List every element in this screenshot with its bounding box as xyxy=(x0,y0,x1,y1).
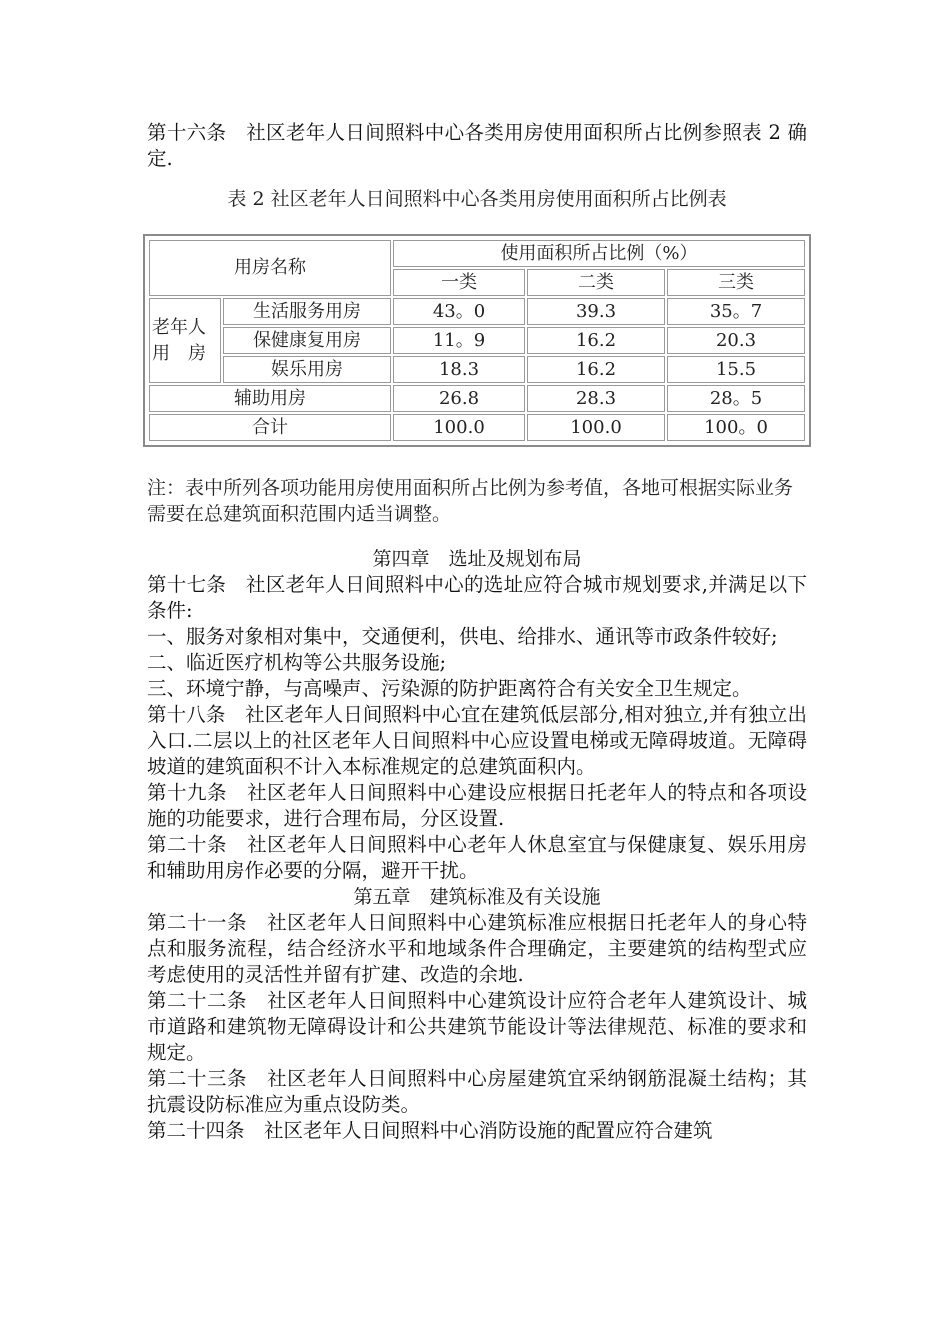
chapter-5-heading: 第五章 建筑标准及有关设施 xyxy=(353,886,601,908)
class-header: 二类 xyxy=(527,269,665,296)
article-19: 第十九条 社区老年人日间照料中心建设应根据日托老年人的特点和各项设施的功能要求，进行合理布局，分区设置. xyxy=(147,781,807,830)
chapter-4-heading: 第四章 选址及规划布局 xyxy=(372,548,582,570)
document-page xyxy=(147,120,807,1144)
ratio-table xyxy=(147,238,807,443)
cell-value: 11。9 xyxy=(393,327,525,354)
row-name: 合计 xyxy=(149,414,391,441)
class-header: 三类 xyxy=(667,269,805,296)
table-caption: 表 2 社区老年人日间照料中心各类用房使用面积所占比例表 xyxy=(227,188,727,210)
condition-item-1: 一、服务对象相对集中，交通便利，供电、给排水、通讯等市政条件较好; xyxy=(147,625,778,648)
cell-value: 28.3 xyxy=(527,385,665,412)
article-20: 第二十条 社区老年人日间照料中心老年人休息室宜与保健康复、娱乐用房和辅助用房作必要的分隔，避开干扰。 xyxy=(147,833,807,882)
condition-item-2: 二、临近医疗机构等公共服务设施; xyxy=(147,651,447,674)
cell-value: 20.3 xyxy=(667,327,805,354)
row-name: 娱乐用房 xyxy=(223,356,391,383)
article-16: 第十六条 社区老年人日间照料中心各类用房使用面积所占比例参照表 2 确定. xyxy=(147,121,807,170)
row-name: 生活服务用房 xyxy=(223,298,391,325)
article-24: 第二十四条 社区老年人日间照料中心消防设施的配置应符合建筑 xyxy=(147,1119,713,1142)
table-header-row xyxy=(149,240,805,267)
cell-value: 100。0 xyxy=(667,414,805,441)
cell-value: 35。7 xyxy=(667,298,805,325)
article-23: 第二十三条 社区老年人日间照料中心房屋建筑宜采纳钢筋混凝土结构；其抗震设防标准应为重点设防类。 xyxy=(147,1067,807,1116)
row-name: 保健康复用房 xyxy=(223,327,391,354)
group-label-elderly-rooms: 老年人用 房 xyxy=(149,298,221,383)
table-note: 注：表中所列各项功能用房使用面积所占比例为参考值，各地可根据实际业务需要在总建筑面积范围内适当调整。 xyxy=(147,477,794,525)
cell-value: 26.8 xyxy=(393,385,525,412)
cell-value: 100.0 xyxy=(527,414,665,441)
ratio-table-frame xyxy=(143,234,811,447)
cell-value: 15.5 xyxy=(667,356,805,383)
cell-value: 16.2 xyxy=(527,356,665,383)
cell-value: 28。5 xyxy=(667,385,805,412)
table-row-total xyxy=(149,414,805,441)
cell-value: 39.3 xyxy=(527,298,665,325)
table-row xyxy=(149,327,805,354)
article-21: 第二十一条 社区老年人日间照料中心建筑标准应根据日托老年人的身心特点和服务流程，结合经济水平和地域条件合理确定，主要建筑的结构型式应考虑使用的灵活性并留有扩建、改造的余地. xyxy=(147,911,807,986)
row-name: 辅助用房 xyxy=(149,385,391,412)
header-ratio: 使用面积所占比例（%） xyxy=(393,240,805,267)
cell-value: 16.2 xyxy=(527,327,665,354)
table-row xyxy=(149,385,805,412)
cell-value: 18.3 xyxy=(393,356,525,383)
article-17: 第十七条 社区老年人日间照料中心的选址应符合城市规划要求,并满足以下条件: xyxy=(147,573,807,622)
article-18: 第十八条 社区老年人日间照料中心宜在建筑低层部分,相对独立,并有独立出入口.二层以上的社区老年人日间照料中心应设置电梯或无障碍坡道。无障碍坡道的建筑面积不计入本标准规定的总建筑面积内。 xyxy=(147,703,807,778)
cell-value: 100.0 xyxy=(393,414,525,441)
article-22: 第二十二条 社区老年人日间照料中心建筑设计应符合老年人建筑设计、城市道路和建筑物无障碍设计和公共建筑节能设计等法律规范、标准的要求和规定。 xyxy=(147,989,807,1064)
table-row xyxy=(149,298,805,325)
condition-item-3: 三、环境宁静，与高噪声、污染源的防护距离符合有关安全卫生规定。 xyxy=(147,677,752,700)
cell-value: 43。0 xyxy=(393,298,525,325)
table-row xyxy=(149,356,805,383)
header-room-name: 用房名称 xyxy=(149,240,391,296)
class-header: 一类 xyxy=(393,269,525,296)
